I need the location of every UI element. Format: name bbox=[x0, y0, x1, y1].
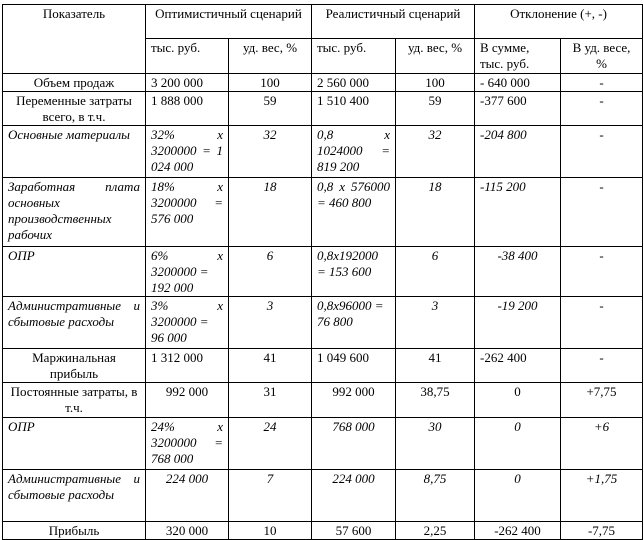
header-real-thousand-rub: тыс. руб. bbox=[312, 39, 396, 74]
opt-value: 1 312 000 bbox=[146, 349, 229, 383]
opt-share: 100 bbox=[229, 74, 312, 92]
real-value: 2 560 000 bbox=[312, 74, 396, 92]
real-value: 992 000 bbox=[312, 383, 396, 418]
opt-value: 18% х 3200000 = 576 000 bbox=[146, 178, 229, 247]
row-sales bbox=[3, 74, 643, 92]
real-value: 768 000 bbox=[312, 418, 396, 470]
dev-share: - bbox=[561, 349, 643, 383]
real-share: 2,25 bbox=[396, 522, 475, 540]
dev-sum: -115 200 bbox=[475, 178, 561, 247]
dev-sum: -262 400 bbox=[475, 349, 561, 383]
opt-value bbox=[146, 297, 229, 349]
real-share: 3 bbox=[396, 297, 475, 349]
opt-times-sign: х bbox=[217, 248, 223, 263]
row-materials bbox=[3, 126, 643, 178]
opt-share: 24 bbox=[229, 418, 312, 470]
row-opr-variable bbox=[3, 247, 643, 297]
opt-value: 1 888 000 bbox=[146, 92, 229, 126]
header-opt-share: уд. вес, % bbox=[229, 39, 312, 74]
dev-sum: 0 bbox=[475, 470, 561, 522]
dev-sum: -19 200 bbox=[475, 297, 561, 349]
opt-value: 24% х 3200000 = 768 000 bbox=[146, 418, 229, 470]
dev-sum: - 640 000 bbox=[475, 74, 561, 92]
opt-share: 10 bbox=[229, 522, 312, 540]
opt-share: 3 bbox=[229, 297, 312, 349]
real-share: 38,75 bbox=[396, 383, 475, 418]
dev-share: +7,75 bbox=[561, 383, 643, 418]
dev-sum: -204 800 bbox=[475, 126, 561, 178]
opt-value: 3 200 000 bbox=[146, 74, 229, 92]
opt-value: 320 000 bbox=[146, 522, 229, 540]
row-fixed-costs bbox=[3, 383, 643, 418]
dev-share: -7,75 bbox=[561, 522, 643, 540]
real-value: 1 510 400 bbox=[312, 92, 396, 126]
row-profit bbox=[3, 522, 643, 540]
real-value: 0,8 х 576000 = 460 800 bbox=[312, 178, 396, 247]
dev-share: - bbox=[561, 74, 643, 92]
header-realistic: Реалистичный сценарий bbox=[312, 5, 475, 39]
row-label: Маржинальная прибыль bbox=[3, 349, 146, 383]
dev-sum: -377 600 bbox=[475, 92, 561, 126]
real-value: 0,8 х 1024000 = 819 200 bbox=[312, 126, 396, 178]
real-share: 18 bbox=[396, 178, 475, 247]
opt-value-rest: 3200000 = 96 000 bbox=[151, 314, 209, 345]
real-share: 32 bbox=[396, 126, 475, 178]
header-indicator: Показатель bbox=[3, 5, 146, 74]
dev-sum: 0 bbox=[475, 383, 561, 418]
real-value: 224 000 bbox=[312, 470, 396, 522]
real-value: 1 049 600 bbox=[312, 349, 396, 383]
dev-share: +1,75 bbox=[561, 470, 643, 522]
real-share: 8,75 bbox=[396, 470, 475, 522]
real-share: 100 bbox=[396, 74, 475, 92]
header-dev-sum: В сумме, тыс. руб. bbox=[475, 39, 561, 74]
header-deviation: Отклонение (+, -) bbox=[475, 5, 643, 39]
real-value: 0,8х96000 = 76 800 bbox=[312, 297, 396, 349]
header-dev-share: В уд. весе, % bbox=[561, 39, 643, 74]
scenario-table bbox=[2, 4, 643, 540]
header-opt-thousand-rub: тыс. руб. bbox=[146, 39, 229, 74]
real-value: 0,8х192000 = 153 600 bbox=[312, 247, 396, 297]
opt-share: 41 bbox=[229, 349, 312, 383]
opt-share: 18 bbox=[229, 178, 312, 247]
dev-share: - bbox=[561, 247, 643, 297]
opt-percent: 3% bbox=[151, 298, 169, 313]
row-label: Основные материалы bbox=[3, 126, 146, 178]
row-label: ОПР bbox=[3, 418, 146, 470]
header-optimistic: Оптимистичный сценарий bbox=[146, 5, 312, 39]
dev-share: - bbox=[561, 178, 643, 247]
opt-value bbox=[146, 247, 229, 297]
dev-sum: -262 400 bbox=[475, 522, 561, 540]
opt-times-sign: х bbox=[217, 298, 223, 313]
real-share: 59 bbox=[396, 92, 475, 126]
real-value: 57 600 bbox=[312, 522, 396, 540]
opt-value: 32% х 3200000 = 1 024 000 bbox=[146, 126, 229, 178]
header-real-share: уд. вес, % bbox=[396, 39, 475, 74]
opt-value-rest: 3200000 = 192 000 bbox=[151, 264, 209, 295]
opt-share: 6 bbox=[229, 247, 312, 297]
row-label: Переменные затраты всего, в т.ч. bbox=[3, 92, 146, 126]
opt-share: 31 bbox=[229, 383, 312, 418]
row-opr-fixed bbox=[3, 418, 643, 470]
opt-value-first-line bbox=[151, 248, 223, 264]
dev-share: +6 bbox=[561, 418, 643, 470]
real-share: 30 bbox=[396, 418, 475, 470]
opt-percent: 6% bbox=[151, 248, 169, 263]
opt-value: 992 000 bbox=[146, 383, 229, 418]
dev-sum: 0 bbox=[475, 418, 561, 470]
opt-value-first-line bbox=[151, 298, 223, 314]
real-share: 41 bbox=[396, 349, 475, 383]
row-label: Объем продаж bbox=[3, 74, 146, 92]
row-label: Заработная плата основных производственных рабочих bbox=[3, 178, 146, 247]
opt-share: 32 bbox=[229, 126, 312, 178]
dev-sum: -38 400 bbox=[475, 247, 561, 297]
real-share: 6 bbox=[396, 247, 475, 297]
row-wages bbox=[3, 178, 643, 247]
row-margin bbox=[3, 349, 643, 383]
opt-share: 7 bbox=[229, 470, 312, 522]
row-admin-fixed bbox=[3, 470, 643, 522]
dev-share: - bbox=[561, 92, 643, 126]
row-label: Постоянные затраты, в т.ч. bbox=[3, 383, 146, 418]
row-label: Административные и сбытовые расходы bbox=[3, 297, 146, 349]
row-label: Административные и сбытовые расходы bbox=[3, 470, 146, 522]
opt-share: 59 bbox=[229, 92, 312, 126]
dev-share: - bbox=[561, 297, 643, 349]
row-admin-variable bbox=[3, 297, 643, 349]
opt-value: 224 000 bbox=[146, 470, 229, 522]
row-variable-costs bbox=[3, 92, 643, 126]
row-label: Прибыль bbox=[3, 522, 146, 540]
row-label: ОПР bbox=[3, 247, 146, 297]
header-row-1 bbox=[3, 5, 643, 39]
dev-share: - bbox=[561, 126, 643, 178]
